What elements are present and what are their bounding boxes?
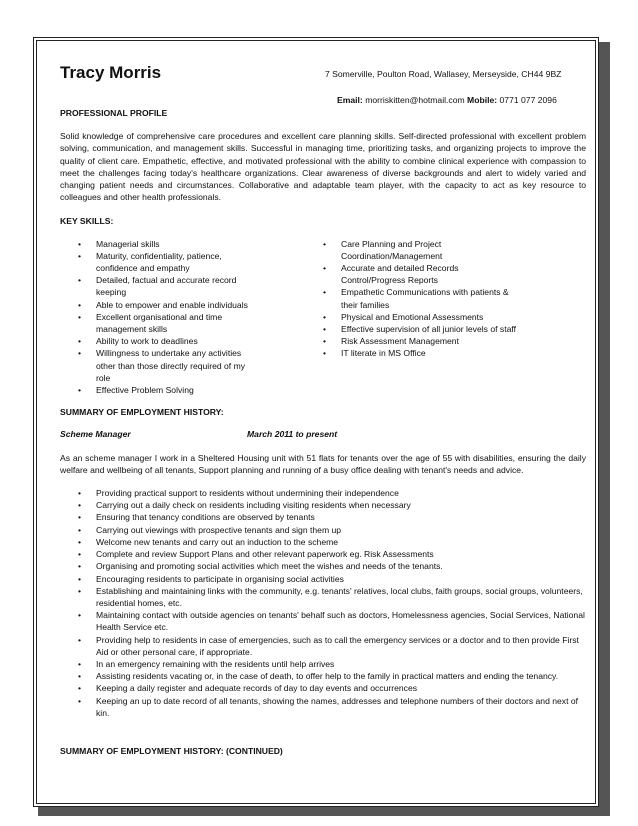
list-item: • Excellent organisational and time management skills bbox=[60, 311, 323, 335]
resume-header bbox=[60, 60, 586, 105]
skills-right-list bbox=[323, 238, 586, 397]
list-item: • Organising and promoting social activities which meet the wishes and needs of the tenants. bbox=[60, 560, 586, 572]
list-item: • Providing practical support to residents without undermining their independence bbox=[60, 487, 586, 499]
contact-line bbox=[337, 94, 557, 106]
list-item: • Care Planning and Project Coordination/Management bbox=[323, 238, 586, 262]
list-item: • Effective Problem Solving bbox=[60, 384, 323, 396]
list-item: • Effective supervision of all junior levels of staff bbox=[323, 323, 586, 335]
list-item: • Maturity, confidentiality, patience, confidence and empathy bbox=[60, 250, 323, 274]
continued-heading: SUMMARY OF EMPLOYMENT HISTORY: (CONTINUED) bbox=[60, 745, 283, 756]
list-item: • Complete and review Support Plans and other relevant paperwork eg. Risk Assessments bbox=[60, 548, 586, 560]
history-heading: SUMMARY OF EMPLOYMENT HISTORY: bbox=[60, 407, 224, 418]
skills-columns bbox=[60, 238, 586, 397]
list-item: • Providing help to residents in case of emergencies, such as to call the emergency services or a doctor and to then provide First Aid or other personal care, if appropriate. bbox=[60, 634, 586, 658]
email-label: Email: bbox=[337, 95, 363, 105]
list-item: • Risk Assessment Management bbox=[323, 335, 586, 347]
list-item: • Carrying out a daily check on residents including visiting residents when necessary bbox=[60, 499, 586, 511]
list-item: • Carrying out viewings with prospective tenants and sign them up bbox=[60, 524, 586, 536]
mobile: 0771 077 2096 bbox=[499, 95, 557, 105]
list-item: • Detailed, factual and accurate record keeping bbox=[60, 274, 323, 298]
job-intro: As an scheme manager I work in a Sheltered Housing unit with 51 flats for tenants over the age of 55 with disabilities, ensuring the daily welfare and wellbeing of all tenants, Support planning and running of a busy office dealing with tenant's needs and advice. bbox=[60, 452, 586, 475]
list-item: • Establishing and maintaining links with the community, e.g. tenants' relatives, local clubs, faith groups, social groups, volunteers, residential homes, etc. bbox=[60, 585, 586, 609]
list-item: • In an emergency remaining with the residents until help arrives bbox=[60, 658, 586, 670]
job-title: Scheme Manager bbox=[60, 429, 131, 440]
skills-left-list bbox=[60, 238, 323, 397]
skills-heading: KEY SKILLS: bbox=[60, 216, 114, 227]
list-item: • Empathetic Communications with patients & their families bbox=[323, 286, 586, 310]
list-item: • Ensuring that tenancy conditions are observed by tenants bbox=[60, 511, 586, 523]
email: morriskitten@hotmail.com bbox=[365, 95, 465, 105]
list-item: • Encouraging residents to participate in organising social activities bbox=[60, 573, 586, 585]
resume-page bbox=[60, 60, 586, 800]
job-line bbox=[60, 428, 586, 440]
list-item: • Managerial skills bbox=[60, 238, 323, 250]
list-item: • Accurate and detailed Records Control/Progress Reports bbox=[323, 262, 586, 286]
list-item: • Ability to work to deadlines bbox=[60, 335, 323, 347]
list-item: • Keeping a daily register and adequate records of day to day events and occurrences bbox=[60, 682, 586, 694]
list-item: • Willingness to undertake any activities other than those directly required of my role bbox=[60, 347, 323, 384]
list-item: • Assisting residents vacating or, in the case of death, to offer help to the family in practical matters and ending the tenancy. bbox=[60, 670, 586, 682]
list-item: • Physical and Emotional Assessments bbox=[323, 311, 586, 323]
candidate-name: Tracy Morris bbox=[60, 63, 162, 82]
mobile-label: Mobile: bbox=[467, 95, 498, 105]
list-item: • Able to empower and enable individuals bbox=[60, 299, 323, 311]
list-item: • Keeping an up to date record of all tenants, showing the names, addresses and telephone numbers of their doctors and next of kin. bbox=[60, 695, 586, 719]
profile-heading: PROFESSIONAL PROFILE bbox=[60, 108, 168, 118]
duties-list bbox=[60, 487, 586, 719]
list-item: • Maintaining contact with outside agencies on tenants' behalf such as doctors, Homelessness agencies, Social Services, National Health Service etc. bbox=[60, 609, 586, 633]
profile-text: Solid knowledge of comprehensive care procedures and excellent care planning skills. Self-directed professional with excellent problem solving, communication, and management skills. Successful in managing time, prioritizing tasks, and organizing projects to improve the quality of client care. Empathetic, effective, and motivated professional with the ability to combine clinical experience with compassion to meet the challenges facing today's healthcare organizations. Clear awareness of diverse backgrounds and alert to widely varied and changing patient needs and circumstances. Collaborative and adaptable team player, with the capacity to act as key resource to colleagues and other health professionals. bbox=[60, 131, 586, 203]
job-dates: March 2011 to present bbox=[247, 429, 338, 440]
address: 7 Somerville, Poulton Road, Wallasey, Merseyside, CH44 9BZ bbox=[325, 69, 562, 79]
list-item: • IT literate in MS Office bbox=[323, 347, 586, 359]
list-item: • Welcome new tenants and carry out an induction to the scheme bbox=[60, 536, 586, 548]
